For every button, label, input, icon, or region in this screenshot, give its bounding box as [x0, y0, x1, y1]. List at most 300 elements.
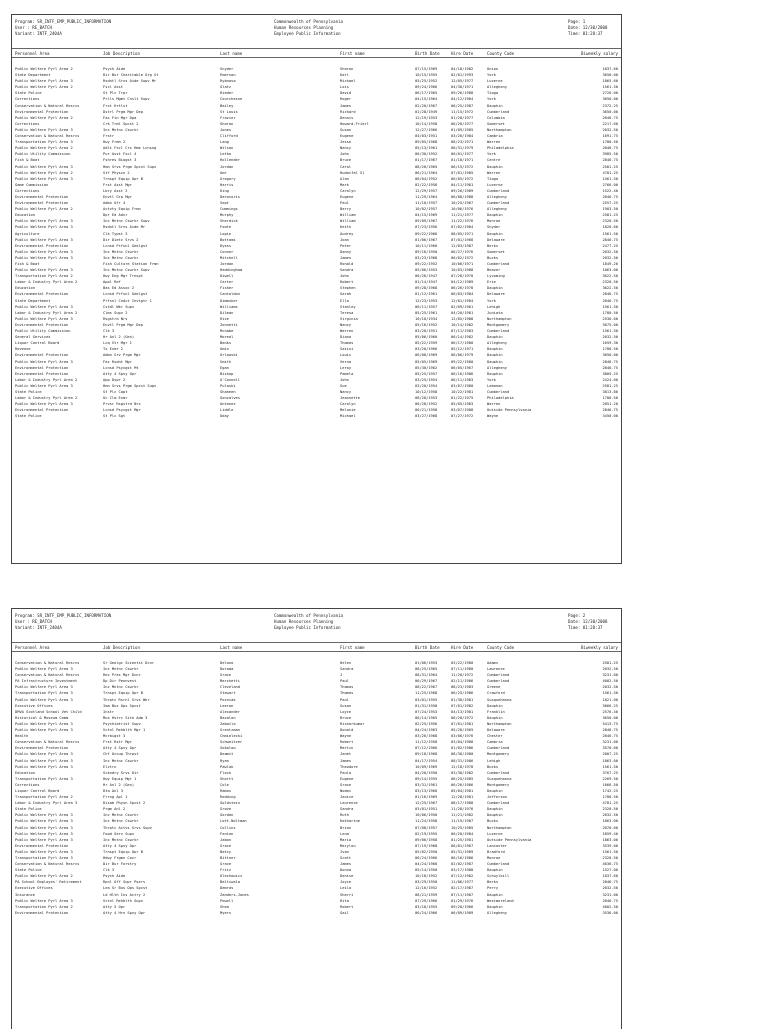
cell-first-name: Robert	[340, 740, 354, 745]
cell-personnel-area: Public Welfare Pyrl Area 3	[15, 849, 73, 854]
cell-last-name: Deamit	[220, 752, 234, 757]
cell-biweekly-salary: 1742.25	[602, 788, 618, 793]
cell-birth-date: 11/29/1964	[415, 194, 438, 199]
cell-biweekly-salary: 2032.50	[602, 255, 618, 260]
cell-biweekly-salary: 3231.00	[602, 740, 618, 745]
cell-last-name: Glatz	[220, 85, 232, 90]
cell-job-description: Lcq Str Mgr 1	[103, 341, 132, 346]
cell-personnel-area: Education	[15, 286, 35, 291]
cell-job-description: Rsgstrd Nrs	[103, 316, 128, 321]
cell-first-name: Pamela	[340, 371, 354, 376]
cell-last-name: Grace	[220, 862, 232, 867]
cell-last-name: Egan	[220, 365, 229, 370]
cell-hire-date: 02/02/1987	[451, 862, 474, 867]
cell-personnel-area: DMVA Scotland School Vet Child	[15, 709, 82, 714]
cell-personnel-area: Public Utility Commission	[15, 329, 71, 334]
cell-personnel-area: Transportation Pyrl Area 3	[15, 776, 73, 781]
cell-birth-date: 08/20/1965	[415, 164, 438, 169]
cell-birth-date: 09/16/1950	[415, 249, 438, 254]
column-header-county-code: County Code	[484, 643, 551, 652]
cell-county-code: Franklin	[487, 709, 505, 714]
cell-last-name: Dimmuker	[220, 298, 238, 303]
cell-biweekly-salary: 2320.50	[602, 807, 618, 812]
cell-hire-date: 08/30/1980	[451, 752, 474, 757]
cell-personnel-area: Environmental Protection	[15, 322, 69, 327]
cell-job-description: Rsdntl Srvs Aide Supv Mr	[103, 79, 157, 84]
cell-first-name: Barry	[340, 207, 352, 212]
cell-biweekly-salary: 3650.00	[602, 353, 618, 358]
user-line: User : RE_BATCH	[15, 25, 52, 30]
cell-birth-date: 10/12/1958	[415, 389, 438, 394]
cell-last-name: Grentzman	[220, 728, 240, 733]
cell-personnel-area: Insurance	[15, 892, 35, 897]
cell-last-name: Delano	[220, 661, 234, 665]
cell-last-name: Leeran	[220, 703, 234, 708]
column-header-first-name: First name	[337, 49, 412, 58]
cell-first-name: Dennis	[340, 115, 354, 120]
cell-county-code: Dauphin	[487, 371, 503, 376]
cell-hire-date: 04/12/1989	[451, 280, 474, 285]
cell-personnel-area: Public Welfare Pyrl Area 2	[15, 67, 73, 71]
cell-last-name: Oday	[220, 414, 229, 419]
cell-personnel-area: Education	[15, 770, 35, 775]
cell-biweekly-salary: 2269.50	[602, 776, 618, 781]
cell-last-name: Gregory	[220, 176, 236, 181]
cell-first-name: Saiini	[340, 347, 354, 352]
cell-job-description: Atty 4 Spvy Opr	[103, 843, 137, 848]
cell-biweekly-salary: 1561.50	[602, 691, 618, 696]
cell-birth-date: 11/25/1968	[415, 691, 438, 696]
column-header-job-description: Job Description	[100, 643, 217, 652]
cell-hire-date: 10/25/1967	[451, 201, 474, 206]
cell-last-name: Cole	[220, 782, 229, 787]
cell-hire-date: 10/14/1982	[451, 322, 474, 327]
cell-job-description: App Dvpr 2	[103, 377, 126, 382]
cell-personnel-area: Environmental Protection	[15, 292, 69, 297]
cell-last-name: Shea	[220, 904, 229, 909]
cell-birth-date: 08/31/1964	[415, 673, 438, 678]
cell-last-name: Fenton	[220, 831, 234, 836]
cell-birth-date: 12/16/1952	[415, 886, 438, 891]
cell-first-name: Paul	[340, 201, 349, 206]
cell-first-name: J	[340, 673, 343, 678]
cell-hire-date: 07/11/1980	[451, 667, 474, 672]
cell-county-code: Westmoreland	[487, 898, 514, 903]
cell-birth-date: 05/05/1969	[415, 359, 438, 364]
cell-personnel-area: Environmental Protection	[15, 843, 69, 848]
cell-last-name: Gonzalves	[220, 396, 240, 401]
cell-last-name: Jones	[220, 127, 232, 132]
cell-last-name: Shortt	[220, 776, 234, 781]
cell-last-name: Cleveland	[220, 685, 240, 690]
cell-first-name: Maria	[340, 837, 352, 842]
cell-hire-date: 09/26/1989	[451, 188, 474, 193]
cell-birth-date: 04/15/1969	[415, 213, 438, 218]
cell-personnel-area: Transportation Pyrl Area 2	[15, 904, 73, 909]
cell-hire-date: 11/20/1972	[451, 673, 474, 678]
cell-last-name: Jordan	[220, 262, 234, 266]
cell-birth-date: 01/28/1949	[415, 109, 438, 114]
cell-birth-date: 03/20/1951	[415, 329, 438, 334]
cell-job-description: Admn Ofr 4	[103, 201, 126, 206]
report-title: Employee Public Information	[274, 31, 341, 36]
cell-birth-date: 05/25/1961	[415, 310, 438, 315]
column-header-biweekly-salary: Biweekly salary	[551, 643, 621, 652]
cell-first-name: Peter	[340, 243, 352, 248]
cell-biweekly-salary: 1780.50	[602, 310, 618, 315]
cell-personnel-area: Historical & Museum Comm	[15, 715, 69, 720]
cell-job-description: Atty 4 Spvy Opr	[103, 371, 137, 376]
cell-last-name: Carter	[220, 280, 234, 285]
cell-first-name: Robert	[340, 904, 354, 909]
cell-first-name: Robert	[340, 280, 354, 285]
cell-biweekly-salary: 2581.25	[602, 164, 618, 169]
cell-county-code: Greene	[487, 685, 501, 690]
cell-birth-date: 09/28/1968	[415, 286, 438, 291]
cell-last-name: Antonez	[220, 402, 236, 407]
table-body	[12, 652, 621, 916]
cell-first-name: Eugene	[340, 194, 354, 199]
cell-county-code: Cumberland	[487, 329, 510, 334]
cell-last-name: Dilman	[220, 310, 234, 315]
cell-job-description: Lea Sr Bus Ops Spcst	[103, 886, 148, 891]
cell-county-code: Warren	[487, 170, 501, 175]
cell-hire-date: 01/18/1971	[451, 158, 474, 163]
cell-personnel-area: Environmental Protection	[15, 194, 69, 199]
cell-biweekly-salary: 2846.75	[602, 194, 618, 199]
cell-county-code: Allegheny	[487, 207, 507, 212]
cell-birth-date: 02/22/1958	[415, 182, 438, 187]
cell-job-description: Food Serv Supv	[103, 831, 135, 836]
cell-personnel-area: Environmental Protection	[15, 365, 69, 370]
cell-first-name: Nancy	[340, 146, 352, 151]
cell-county-code: Lawrence	[487, 667, 505, 672]
cell-job-description: Fscl Asst	[103, 85, 123, 90]
cell-biweekly-salary: 3539.00	[602, 843, 618, 848]
column-header-personnel-area: Personnel Area	[12, 49, 100, 58]
cell-last-name: Demras	[220, 886, 234, 891]
cell-birth-date: 08/21/1959	[415, 892, 438, 897]
cell-hire-date: 01/22/1975	[451, 396, 474, 401]
cell-biweekly-salary: 3985.50	[602, 152, 618, 157]
cell-first-name: Janet	[340, 752, 352, 757]
cell-hire-date: 11/28/1976	[451, 807, 474, 812]
cell-biweekly-salary: 4002.50	[602, 679, 618, 684]
cell-first-name: John	[340, 274, 349, 279]
cell-last-name: Olechowicz	[220, 874, 243, 879]
cell-birth-date: 01/16/1969	[415, 795, 438, 800]
cell-hire-date: 03/04/1988	[451, 740, 474, 745]
cell-biweekly-salary: 1863.00	[602, 268, 618, 273]
header-right	[568, 613, 607, 631]
cell-biweekly-salary: 1780.50	[602, 795, 618, 800]
cell-county-code: Montgomery	[487, 322, 510, 327]
cell-job-description: Prvsr Rsgstrd Nrs	[103, 402, 141, 407]
cell-job-description: Sr Geolgc Scientst Dcnr	[103, 661, 155, 665]
cell-birth-date: 10/11/1960	[415, 243, 438, 248]
cell-biweekly-salary: 3075.00	[602, 322, 618, 327]
cell-first-name: Paula	[340, 770, 352, 775]
cell-personnel-area: Conservation & Natural Resrcs	[15, 740, 80, 745]
cell-last-name: King	[220, 188, 229, 193]
cell-first-name: Alan	[340, 176, 349, 181]
report-date: Date: 12/30/2008	[568, 25, 608, 30]
cell-last-name: Bittner	[220, 856, 236, 860]
cell-first-name: Loyce	[340, 709, 352, 714]
cell-birth-date: 05/22/1959	[415, 341, 438, 346]
cell-county-code: Philadelphia	[487, 396, 514, 401]
cell-county-code: Dauphin	[487, 347, 503, 352]
cell-county-code: Allegheny	[487, 365, 507, 370]
cell-biweekly-salary: 2477.25	[602, 243, 618, 248]
cell-job-description: Inc Mntnc Cswrkr	[103, 255, 139, 260]
header-center	[274, 19, 343, 37]
column-header-county-code: County Code	[484, 49, 551, 58]
cell-hire-date: 08/31/1979	[451, 146, 474, 151]
cell-job-description: Hdwy Frgmn Cocr	[103, 856, 137, 860]
cell-county-code: Delaware	[487, 728, 505, 733]
user-line: User : RE_BATCH	[15, 619, 52, 624]
cell-job-description: Ld Hlth Ins Actry 2	[103, 892, 146, 897]
cell-county-code: Cumberland	[487, 201, 510, 206]
cell-hire-date: 08/05/1971	[451, 231, 474, 236]
cell-county-code: Bradford	[487, 849, 505, 854]
cell-biweekly-salary: 2846.75	[602, 728, 618, 733]
cell-first-name: Noemi	[340, 788, 352, 793]
cell-birth-date: 01/12/1961	[415, 292, 438, 297]
cell-first-name: Lena	[340, 831, 349, 836]
cell-job-description: Lcnsd Psycgst Mt	[103, 365, 139, 370]
cell-county-code: Outside Pennsylvania	[487, 837, 532, 842]
cell-biweekly-salary: 1561.50	[602, 231, 618, 236]
cell-job-description: Rpnl Off Supr Psers	[103, 880, 146, 885]
cell-biweekly-salary: 1821.00	[602, 697, 618, 702]
cell-hire-date: 04/12/1984	[451, 97, 474, 102]
cell-personnel-area: Public Welfare Pyrl Area 3	[15, 898, 73, 903]
cell-birth-date: 03/29/1950	[415, 880, 438, 885]
cell-county-code: Lebanon	[487, 383, 503, 388]
cell-first-name: Denise	[340, 874, 354, 879]
page-number: Page: 1	[568, 19, 586, 24]
cell-biweekly-salary: 5413.75	[602, 721, 618, 726]
cell-personnel-area: Conservation & Natural Resrcs	[15, 862, 80, 867]
cell-birth-date: 06/24/1966	[415, 910, 438, 915]
cell-personnel-area: Public Welfare Pyrl Area 3	[15, 721, 73, 726]
cell-birth-date: 03/25/1954	[415, 377, 438, 382]
cell-first-name: Marylou	[340, 843, 356, 848]
cell-birth-date: 09/06/1958	[415, 837, 438, 842]
cell-hire-date: 11/21/1982	[451, 813, 474, 818]
cell-personnel-area: Corrections	[15, 121, 40, 126]
cell-biweekly-salary: 1522.40	[602, 188, 618, 193]
cell-county-code: Northampton	[487, 316, 512, 321]
cell-personnel-area: Public Welfare Pyrl Area 3	[15, 819, 73, 824]
cell-job-description: Hwy Equip Mgr 1	[103, 776, 137, 781]
cell-county-code: Lycoming	[487, 274, 505, 279]
cell-first-name: Stephen	[340, 286, 356, 291]
cell-job-description: Elctrn	[103, 764, 117, 769]
cell-last-name: Rieder	[220, 91, 234, 96]
cell-last-name: Courchesne	[220, 97, 243, 102]
cell-county-code: Lehigh	[487, 304, 501, 309]
cell-biweekly-salary: 2372.25	[602, 103, 618, 108]
cell-first-name: Janice	[340, 795, 354, 800]
cell-birth-date: 07/23/1956	[415, 225, 438, 230]
cell-last-name: Bishop	[220, 371, 234, 376]
cell-personnel-area: Public Welfare Pyrl Area 3	[15, 685, 73, 690]
cell-biweekly-salary: 3536.00	[602, 910, 618, 915]
cell-hire-date: 07/12/1982	[451, 874, 474, 879]
cell-first-name: Carolyn	[340, 402, 356, 407]
cell-county-code: Luzerne	[487, 79, 503, 84]
cell-last-name: Zabaila	[220, 721, 236, 726]
cell-job-description: Mus Hstrc Site Adm 3	[103, 715, 148, 720]
cell-hire-date: 09/22/1980	[451, 359, 474, 364]
cell-last-name: Williams	[220, 304, 238, 309]
cell-last-name: O'Connell	[220, 377, 240, 382]
cell-job-description: Vctnl Rehblth Supv	[103, 898, 143, 903]
cell-last-name: Batzy	[220, 849, 232, 854]
cell-biweekly-salary: 1561.50	[602, 329, 618, 334]
cell-hire-date: 06/06/1979	[451, 353, 474, 358]
cell-first-name: Roger	[340, 97, 352, 102]
cell-birth-date: 01/06/1967	[415, 237, 438, 242]
cell-birth-date: 07/24/1953	[415, 709, 438, 714]
cell-last-name: Fisher	[220, 286, 234, 291]
cell-county-code: Cambria	[487, 740, 503, 745]
cell-birth-date: 06/21/1964	[415, 170, 438, 175]
cell-birth-date: 03/31/1961	[415, 782, 438, 787]
cell-county-code: Schuylkill	[487, 874, 510, 879]
cell-biweekly-salary: 1863.00	[602, 758, 618, 763]
cell-personnel-area: State Department	[15, 73, 51, 78]
cell-biweekly-salary: 2320.50	[602, 856, 618, 860]
cell-job-description: Inc Mntnc Cswrkr	[103, 758, 139, 763]
cell-job-description: Atty 4 Spvy Opr	[103, 746, 137, 751]
cell-job-description: Prfsnl Cndct Invtgtr 1	[103, 298, 152, 303]
cell-birth-date: 06/30/1952	[415, 152, 438, 157]
cell-county-code: Crawford	[487, 691, 505, 696]
cell-hire-date: 05/31/1989	[451, 849, 474, 854]
dept-title: Human Resources Planning	[274, 619, 334, 624]
cell-personnel-area: Executive Offices	[15, 886, 53, 891]
cell-county-code: Cumberland	[487, 389, 510, 394]
cell-last-name: Mitchell	[220, 255, 238, 260]
cell-biweekly-salary: 2846.75	[602, 158, 618, 163]
cell-job-description: Dir Dietc Srvs 2	[103, 237, 139, 242]
cell-last-name: Clifford	[220, 134, 238, 139]
cell-hire-date: 07/11/1987	[451, 892, 474, 897]
cell-biweekly-salary: 2851.20	[602, 402, 618, 407]
cell-birth-date: 06/21/1958	[415, 408, 438, 413]
cell-job-description: Rec Prks Mgr Dcnr	[103, 673, 141, 678]
cell-first-name: Verna	[340, 359, 352, 364]
cell-personnel-area: Public Welfare Pyrl Area 2	[15, 170, 73, 175]
cell-personnel-area: Public Welfare Pyrl Area 3	[15, 255, 73, 260]
cell-personnel-area: Corrections	[15, 188, 40, 193]
cell-last-name: Amr	[220, 170, 227, 175]
cell-county-code: Somerset	[487, 249, 505, 254]
cell-county-code: Beaver	[487, 268, 501, 273]
cell-last-name: Cummings	[220, 207, 238, 212]
cell-personnel-area: Public Welfare Pyrl Area 3	[15, 225, 73, 230]
cell-biweekly-salary: 2070.00	[602, 825, 618, 830]
cell-county-code: Cumberland	[487, 262, 510, 266]
cell-first-name: Jesse	[340, 140, 352, 145]
cell-last-name: Smith	[220, 359, 232, 364]
cell-personnel-area: Public Welfare Pyrl Area 3	[15, 79, 73, 84]
cell-last-name: Lott-Noltman	[220, 819, 247, 824]
cell-county-code: Allegheny	[487, 194, 507, 199]
cell-county-code: Berks	[487, 243, 499, 248]
cell-first-name: Karl	[340, 73, 349, 78]
cell-county-code: Somerset	[487, 121, 505, 126]
cell-hire-date: 06/09/1989	[451, 910, 474, 915]
cell-county-code: Dauphin	[487, 231, 503, 236]
cell-job-description: Frst Asst Mgr	[103, 182, 132, 187]
cell-birth-date: 04/20/1950	[415, 770, 438, 775]
cell-first-name: Ivan	[340, 849, 349, 854]
cell-personnel-area: General Services	[15, 335, 51, 340]
cell-first-name: Warren	[340, 329, 354, 334]
cell-birth-date: 10/10/1934	[415, 316, 438, 321]
cell-job-description: Thrptc Actvs Srvs Supv	[103, 825, 152, 830]
cell-personnel-area: Public Welfare Pyrl Area 3	[15, 268, 73, 273]
cell-birth-date: 08/28/1953	[415, 396, 438, 401]
cell-first-name: Scott	[340, 856, 352, 860]
cell-hire-date: 12/01/1984	[451, 298, 474, 303]
report-time: Time: 01:28:37	[568, 31, 603, 36]
header-center	[274, 613, 343, 631]
cell-last-name: Lang	[220, 140, 229, 145]
cell-first-name: James	[340, 758, 352, 763]
cell-first-name: Paul	[340, 697, 349, 702]
cell-birth-date: 09/14/1955	[415, 776, 438, 781]
cell-last-name: Baltiwala	[220, 880, 240, 885]
cell-first-name: Ronald	[340, 262, 354, 266]
column-header-birth-date: Birth Date	[412, 49, 448, 58]
cell-job-description: Trnspt Equip Opr B	[103, 176, 143, 181]
cell-county-code: Dauphin	[487, 286, 503, 291]
cell-hire-date: 06/15/1972	[451, 164, 474, 169]
cell-hire-date: 03/17/1988	[451, 868, 474, 873]
cell-biweekly-salary: 3622.50	[602, 286, 618, 291]
cell-personnel-area: Labor & Industry Pyrl Area 2	[15, 396, 78, 401]
cell-first-name: Carol	[340, 164, 352, 169]
cell-last-name: Lopie	[220, 231, 232, 236]
cell-county-code: Dauphin	[487, 103, 503, 108]
cell-county-code: Warren	[487, 140, 501, 145]
cell-last-name: Collins	[220, 825, 236, 830]
cell-first-name: Danny	[340, 249, 352, 254]
cell-hire-date: 11/19/1987	[451, 819, 474, 824]
cell-job-description: St Plc Sgt	[103, 414, 126, 419]
cell-personnel-area: Environmental Protection	[15, 910, 69, 915]
cell-first-name: Katharine	[340, 819, 360, 824]
cell-birth-date: 09/24/1966	[415, 85, 438, 90]
cell-hire-date: 03/07/1988	[451, 408, 474, 413]
cell-personnel-area: Transportation Pyrl Area 3	[15, 140, 73, 145]
cell-first-name: Louis	[340, 353, 352, 358]
cell-hire-date: 06/25/1987	[451, 103, 474, 108]
column-header-first-name: First name	[337, 643, 412, 652]
cell-birth-date: 11/24/1958	[415, 819, 438, 824]
cell-biweekly-salary: 2557.25	[602, 201, 618, 206]
cell-county-code: Dauphin	[487, 703, 503, 708]
cell-biweekly-salary: 2726.00	[602, 91, 618, 96]
cell-job-description: Disab Physn Spcst 2	[103, 801, 146, 806]
cell-last-name: Myers	[220, 910, 232, 915]
